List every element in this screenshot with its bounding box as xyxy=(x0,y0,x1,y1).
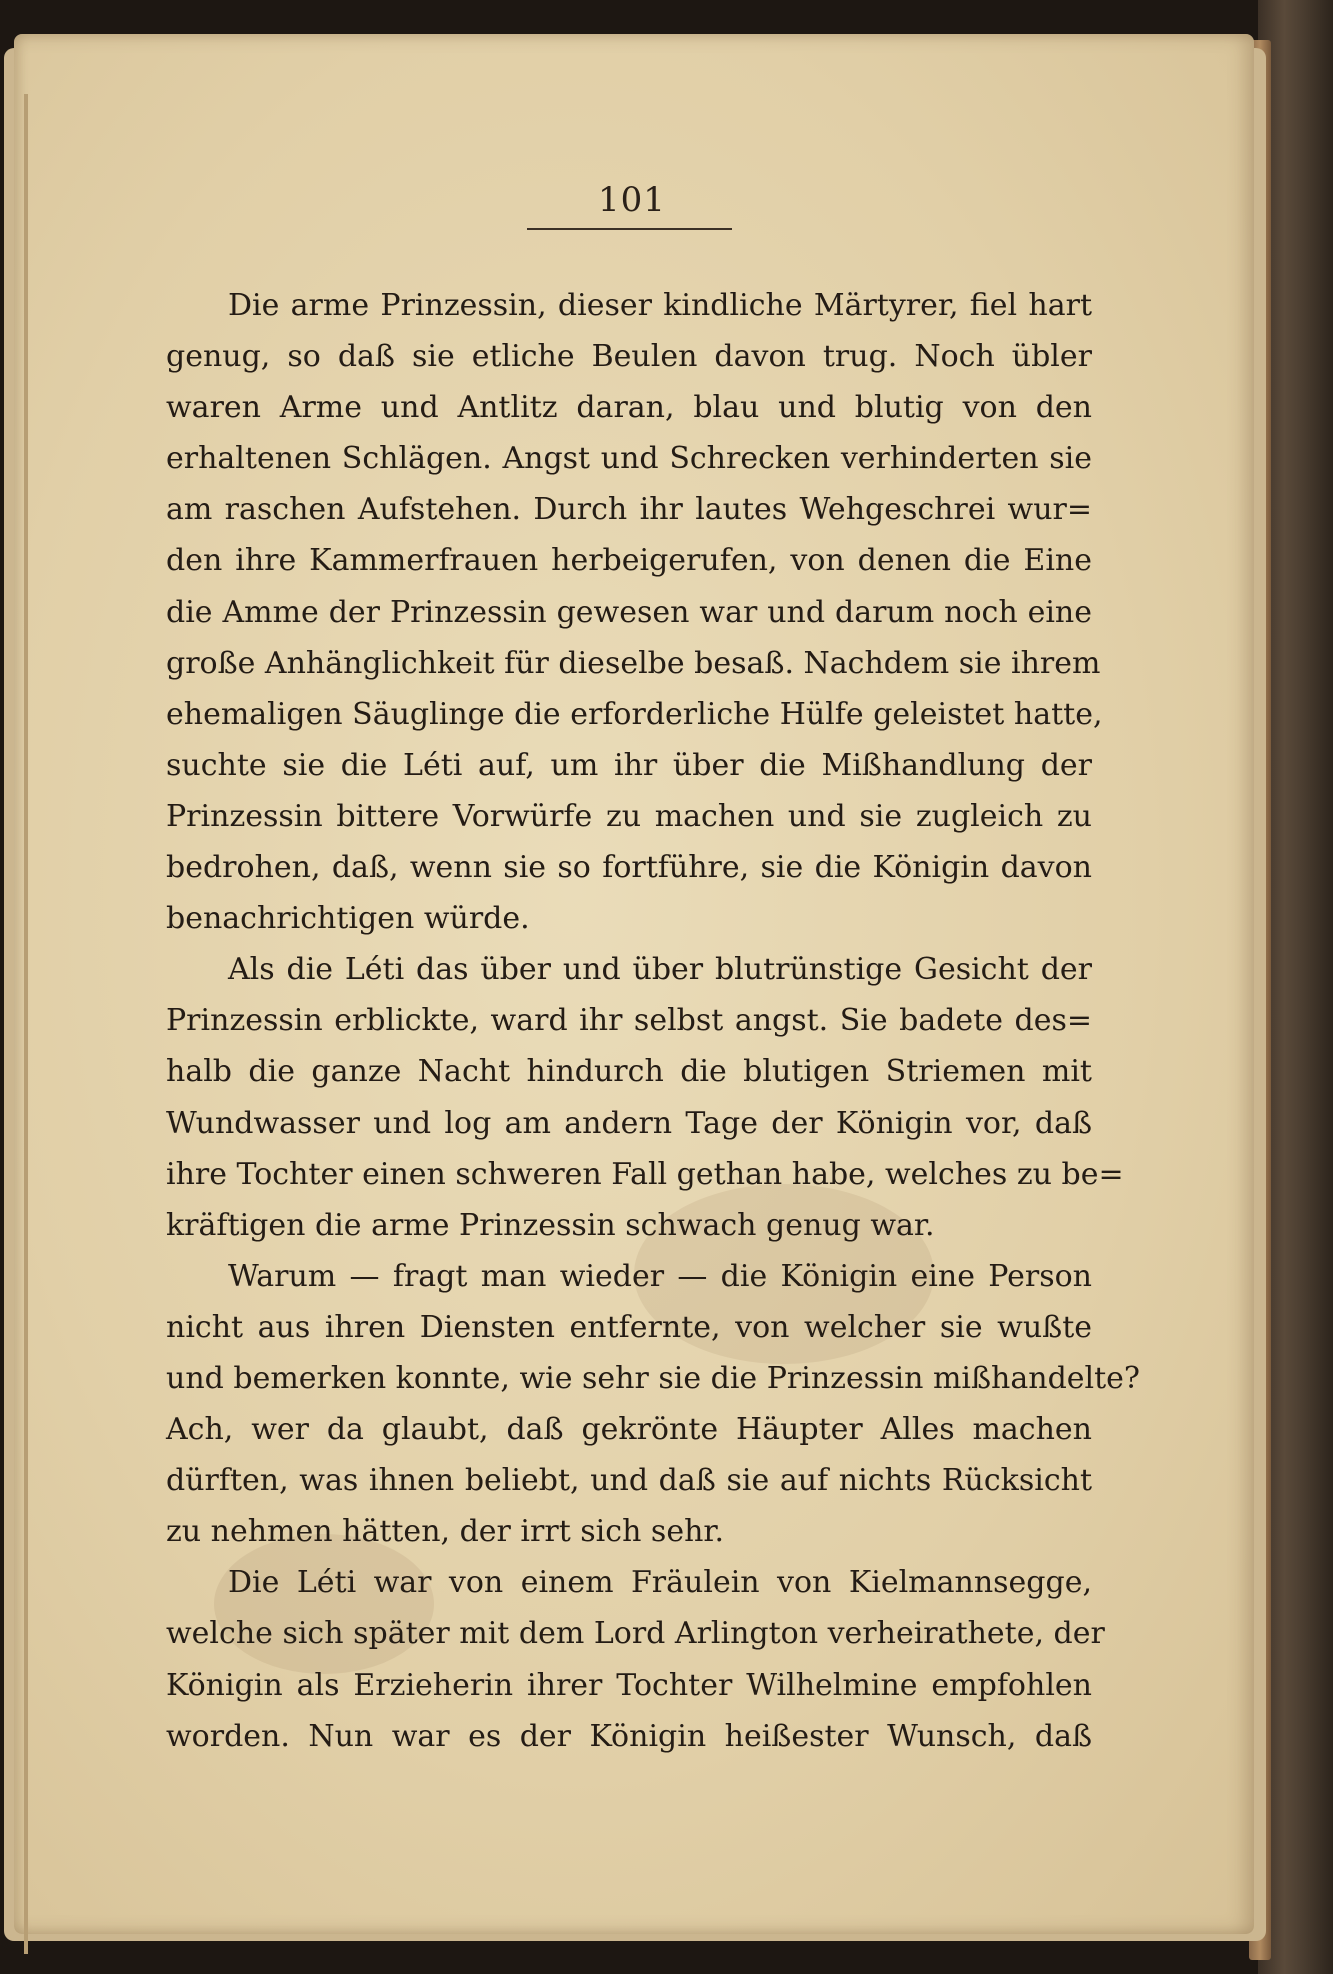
text-line: Warum — fragt man wieder — die Königin eine Person xyxy=(228,1258,1092,1294)
text-line: kräftigen die arme Prinzessin schwach genug war. xyxy=(166,1207,935,1243)
text-line: suchte sie die Léti auf, um ihr über die Mißhandlung der xyxy=(166,747,1092,783)
text-line: waren Arme und Antlitz daran, blau und blutig von den xyxy=(166,390,1092,426)
text-line: Die Léti war von einem Fräulein von Kielmannsegge, xyxy=(228,1565,1092,1601)
text-line: den ihre Kammerfrauen herbeigerufen, von denen die Eine xyxy=(166,543,1092,579)
text-line: halb die ganze Nacht hindurch die blutigen Striemen mit xyxy=(166,1054,1092,1090)
text-line: Als die Léti das über und über blutrünstige Gesicht der xyxy=(228,952,1092,988)
page-gutter-edge xyxy=(24,94,28,1954)
text-line: benachrichtigen würde. xyxy=(166,901,530,937)
paragraph xyxy=(166,280,1103,944)
text-line: Wundwasser und log am andern Tage der Königin vor, daß xyxy=(166,1105,1092,1141)
text-line: genug, so daß sie etliche Beulen davon trug. Noch übler xyxy=(166,339,1092,375)
text-line: große Anhänglichkeit für dieselbe besaß. Nachdem sie ihrem xyxy=(166,645,1101,681)
text-line: nicht aus ihren Diensten entfernte, von welcher sie wußte xyxy=(166,1309,1092,1345)
text-line: bedrohen, daß, wenn sie so fortführe, sie die Königin davon xyxy=(166,850,1092,886)
text-line: und bemerken konnte, wie sehr sie die Prinzessin mißhandelte? xyxy=(166,1360,1141,1396)
paragraph xyxy=(166,1251,1141,1558)
text-line: Prinzessin bittere Vorwürfe zu machen und sie zugleich zu xyxy=(166,798,1092,834)
text-line: Die arme Prinzessin, dieser kindliche Märtyrer, fiel hart xyxy=(228,288,1092,323)
body-text xyxy=(166,280,1141,1762)
paragraph xyxy=(166,944,1124,1251)
text-line: Königin als Erzieherin ihrer Tochter Wilhelmine empfohlen xyxy=(166,1667,1092,1703)
text-line: welche sich später mit dem Lord Arlington verheirathete, der xyxy=(166,1616,1105,1652)
page-number: 101 xyxy=(598,180,666,220)
text-line: Ach, wer da glaubt, daß gekrönte Häupter Alles machen xyxy=(166,1412,1092,1448)
text-line: worden. Nun war es der Königin heißester Wunsch, daß xyxy=(166,1718,1092,1754)
paragraph xyxy=(166,1557,1105,1761)
text-line: erhaltenen Schlägen. Angst und Schrecken verhinderten sie xyxy=(166,441,1092,477)
text-line: zu nehmen hätten, der irrt sich sehr. xyxy=(166,1514,724,1550)
text-line: Prinzessin erblickte, ward ihr selbst angst. Sie badete des= xyxy=(166,1003,1092,1039)
header-rule xyxy=(527,228,732,230)
text-line: die Amme der Prinzessin gewesen war und darum noch eine xyxy=(166,594,1092,630)
text-line: ihre Tochter einen schweren Fall gethan habe, welches zu be= xyxy=(166,1156,1124,1192)
text-line: ehemaligen Säuglinge die erforderliche Hülfe geleistet hatte, xyxy=(166,696,1103,732)
text-line: dürften, was ihnen beliebt, und daß sie auf nichts Rücksicht xyxy=(166,1463,1092,1499)
text-line: am raschen Aufstehen. Durch ihr lautes Wehgeschrei wur= xyxy=(166,492,1092,528)
